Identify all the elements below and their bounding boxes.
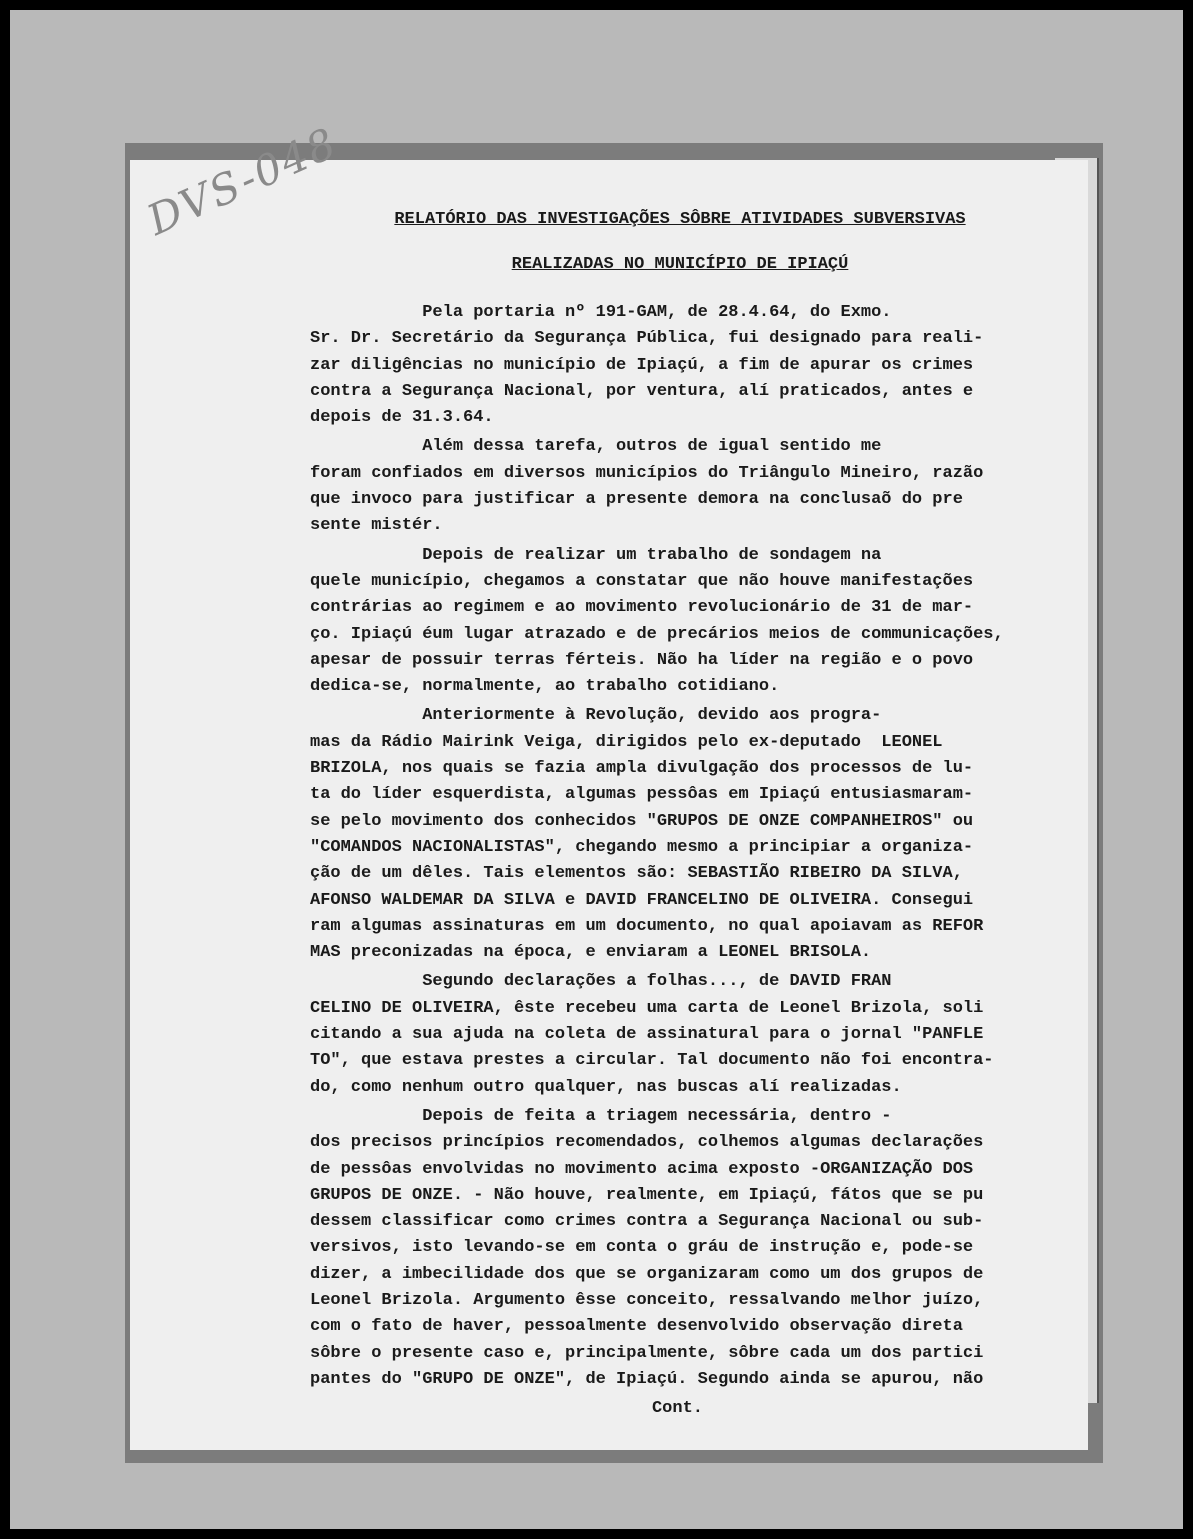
text-line: com o fato de haver, pessoalmente desenvolvido observação direta bbox=[310, 1317, 963, 1337]
text-line: dizer, a imbecilidade dos que se organizaram como um dos grupos de bbox=[310, 1264, 984, 1284]
text-line: GRUPOS DE ONZE. - Não houve, realmente, em Ipiaçú, fátos que se pu bbox=[310, 1185, 984, 1205]
text-line: sente mistér. bbox=[310, 516, 443, 536]
text-line: BRIZOLA, nos quais se fazia ampla divulgação dos processos de lu- bbox=[310, 759, 974, 779]
text-line: citando a sua ajuda na coleta de assinatural para o jornal "PANFLE bbox=[310, 1025, 984, 1045]
text-line: depois de 31.3.64. bbox=[310, 408, 494, 428]
text-line: AFONSO WALDEMAR DA SILVA e DAVID FRANCELINO DE OLIVEIRA. Consegui bbox=[310, 890, 974, 910]
text-line: MAS preconizadas na época, e enviaram a LEONEL BRISOLA. bbox=[310, 943, 872, 963]
text-line: que invoco para justificar a presente demora na conclusaõ do pre bbox=[310, 490, 963, 510]
text-line: zar diligências no município de Ipiaçú, a fim de apurar os crimes bbox=[310, 355, 974, 375]
text-line: se pelo movimento dos conhecidos "GRUPOS DE ONZE COMPANHEIROS" ou bbox=[310, 811, 974, 831]
text-line: dessem classificar como crimes contra a Segurança Nacional ou sub- bbox=[310, 1212, 984, 1232]
text-line: Segundo declarações a folhas..., de DAVID FRAN bbox=[310, 972, 892, 992]
text-line: Além dessa tarefa, outros de igual sentido me bbox=[310, 437, 882, 457]
text-line: ção de um dêles. Tais elementos são: SEBASTIÃO RIBEIRO DA SILVA, bbox=[310, 864, 963, 884]
text-line: apesar de possuir terras férteis. Não ha líder na região e o povo bbox=[310, 650, 974, 670]
text-line: mas da Rádio Mairink Veiga, dirigidos pelo ex-deputado LEONEL bbox=[310, 732, 943, 752]
paragraph-5 bbox=[310, 969, 1045, 1100]
text-line: versivos, isto levando-se em conta o gráu de instrução e, pode-se bbox=[310, 1238, 974, 1258]
text-line: contra a Segurança Nacional, por ventura, alí praticados, antes e bbox=[310, 381, 974, 401]
paragraph-1 bbox=[310, 300, 1045, 431]
text-line: ço. Ipiaçú éum lugar atrazado e de precários meios de communicações, bbox=[310, 624, 1004, 644]
text-line: Pela portaria nº 191-GAM, de 28.4.64, do Exmo. bbox=[310, 303, 892, 322]
text-line: sôbre o presente caso e, principalmente, sôbre cada um dos partici bbox=[310, 1343, 984, 1363]
document-title-line-1: RELATÓRIO DAS INVESTIGAÇÕES SÔBRE ATIVIDADES SUBVERSIVAS bbox=[394, 210, 966, 229]
text-line: CELINO DE OLIVEIRA, êste recebeu uma carta de Leonel Brizola, soli bbox=[310, 998, 984, 1018]
text-line: foram confiados em diversos municípios do Triângulo Mineiro, razão bbox=[310, 463, 984, 483]
text-line: Depois de realizar um trabalho de sondagem na bbox=[310, 545, 882, 565]
text-line: contrárias ao regimem e ao movimento revolucionário de 31 de mar- bbox=[310, 598, 974, 618]
paragraph-6 bbox=[310, 1104, 1045, 1393]
text-line: pantes do "GRUPO DE ONZE", de Ipiaçú. Segundo ainda se apurou, não bbox=[310, 1369, 984, 1389]
document-body bbox=[310, 300, 1045, 1422]
text-line: ta do líder esquerdista, algumas pessôas em Ipiaçú entusiasmaram- bbox=[310, 785, 974, 805]
paragraph-4 bbox=[310, 703, 1045, 966]
text-line: Anteriormente à Revolução, devido aos progra- bbox=[310, 706, 882, 726]
text-line: quele município, chegamos a constatar que não houve manifestações bbox=[310, 571, 974, 591]
text-line: de pessôas envolvidas no movimento acima exposto -ORGANIZAÇÃO DOS bbox=[310, 1159, 974, 1179]
text-line: Depois de feita a triagem necessária, dentro - bbox=[310, 1106, 892, 1126]
text-line: TO", que estava prestes a circular. Tal documento não foi encontra- bbox=[310, 1051, 994, 1071]
text-line: dos precisos princípios recomendados, colhemos algumas declarações bbox=[310, 1133, 984, 1153]
archive-reference-stamp: DVS-048 bbox=[140, 117, 345, 245]
text-line: ram algumas assinaturas em um documento, no qual apoiavam as REFOR bbox=[310, 916, 984, 936]
text-line: "COMANDOS NACIONALISTAS", chegando mesmo a principiar a organiza- bbox=[310, 837, 974, 857]
continuation-marker: Cont. bbox=[651, 1399, 703, 1419]
paragraph-3 bbox=[310, 543, 1045, 701]
text-line: do, como nenhum outro qualquer, nas buscas alí realizadas. bbox=[310, 1077, 902, 1097]
text-line: Sr. Dr. Secretário da Segurança Pública, fui designado para reali- bbox=[310, 329, 984, 349]
paragraph-2 bbox=[310, 434, 1045, 539]
document-title-line-2: REALIZADAS NO MUNICÍPIO DE IPIAÇÚ bbox=[511, 255, 849, 274]
text-line: Leonel Brizola. Argumento êsse conceito, ressalvando melhor juízo, bbox=[310, 1290, 984, 1310]
text-line: dedica-se, normalmente, ao trabalho cotidiano. bbox=[310, 677, 780, 697]
